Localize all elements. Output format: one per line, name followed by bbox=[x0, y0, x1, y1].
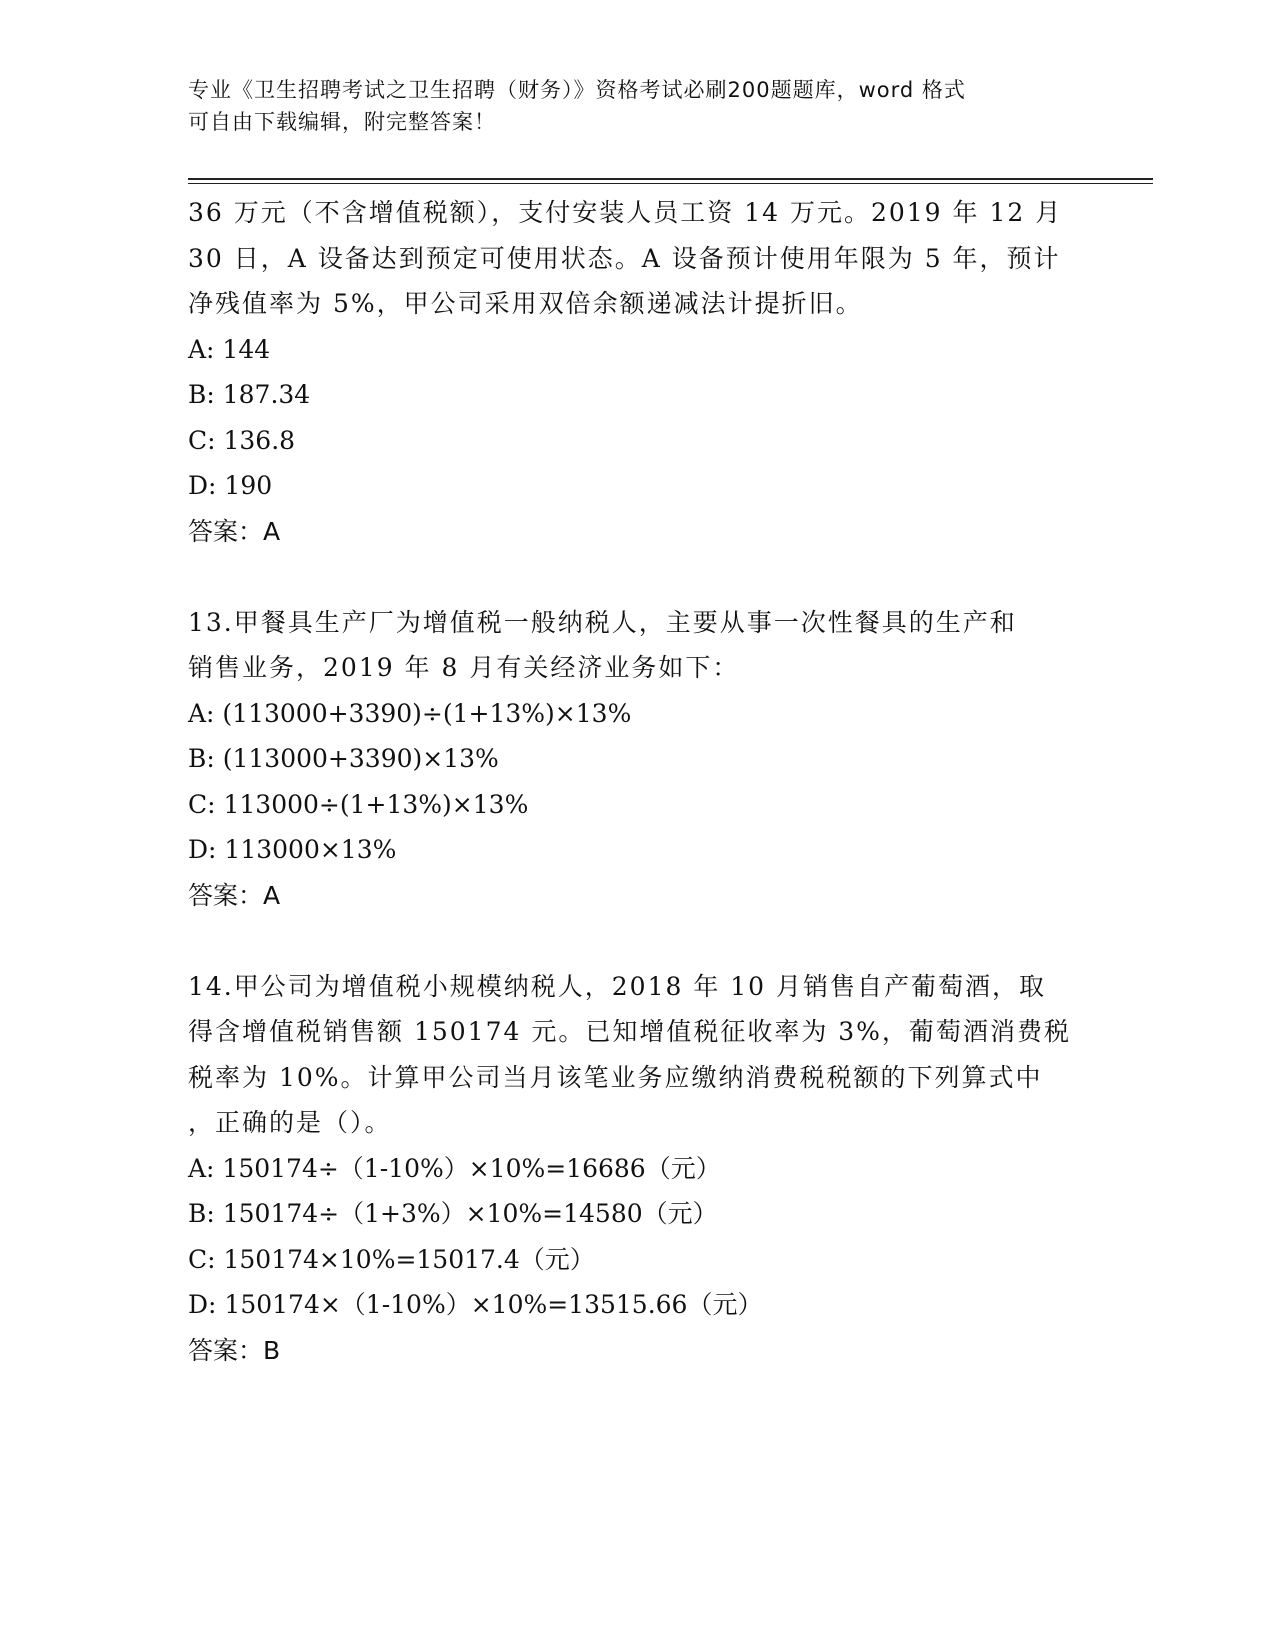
document-body bbox=[188, 190, 1088, 1373]
document-header bbox=[188, 74, 1068, 138]
option-a: A: 150174÷（1-10%）×10%=16686（元） bbox=[188, 1153, 721, 1183]
question-text-line: 销售业务，2019 年 8 月有关经济业务如下： bbox=[188, 653, 740, 682]
question-text-line: 得含增值税销售额 150174 元。已知增值税征收率为 3%，葡萄酒消费税 bbox=[188, 1017, 1071, 1046]
option-a: A: (113000+3390)÷(1+13%)×13% bbox=[188, 698, 632, 728]
question-12 bbox=[188, 190, 1088, 554]
question-text-line: 14.甲公司为增值税小规模纳税人，2018 年 10 月销售自产葡萄酒，取 bbox=[188, 971, 1047, 1001]
question-text-line: 30 日，A 设备达到预定可使用状态。A 设备预计使用年限为 5 年，预计 bbox=[188, 243, 1061, 273]
question-text-line: 36 万元（不含增值税额），支付安装人员工资 14 万元。2019 年 12 月 bbox=[188, 198, 1063, 227]
answer: 答案：A bbox=[188, 516, 281, 546]
answer: 答案：B bbox=[188, 1335, 281, 1365]
option-a: A: 144 bbox=[188, 334, 271, 364]
question-text-line: 税率为 10%。计算甲公司当月该笔业务应缴纳消费税税额的下列算式中 bbox=[188, 1062, 1043, 1092]
option-b: B: (113000+3390)×13% bbox=[188, 744, 499, 773]
option-d: D: 150174×（1-10%）×10%=13515.66（元） bbox=[188, 1290, 763, 1319]
option-d: D: 190 bbox=[188, 471, 273, 500]
option-c: C: 150174×10%=15017.4（元） bbox=[188, 1244, 595, 1274]
header-rule-thick bbox=[188, 178, 1153, 180]
option-b: B: 187.34 bbox=[188, 380, 311, 409]
question-13 bbox=[188, 600, 1088, 919]
option-c: C: 136.8 bbox=[188, 425, 296, 455]
question-14 bbox=[188, 964, 1088, 1374]
question-text-line: 13.甲餐具生产厂为增值税一般纳税人，主要从事一次性餐具的生产和 bbox=[188, 607, 1017, 637]
question-text-line: 净残值率为 5%，甲公司采用双倍余额递减法计提折旧。 bbox=[188, 289, 863, 318]
option-b: B: 150174÷（1+3%）×10%=14580（元） bbox=[188, 1199, 718, 1228]
answer: 答案：A bbox=[188, 880, 281, 910]
header-rule-thin bbox=[188, 183, 1153, 184]
option-c: C: 113000÷(1+13%)×13% bbox=[188, 789, 529, 819]
header-line-2: 可自由下载编辑，附完整答案！ bbox=[188, 110, 496, 134]
header-line-1: 专业《卫生招聘考试之卫生招聘（财务）》资格考试必刷200题题库，word 格式 bbox=[188, 78, 966, 102]
question-text-line: ，正确的是（）。 bbox=[188, 1108, 392, 1137]
option-d: D: 113000×13% bbox=[188, 835, 397, 864]
